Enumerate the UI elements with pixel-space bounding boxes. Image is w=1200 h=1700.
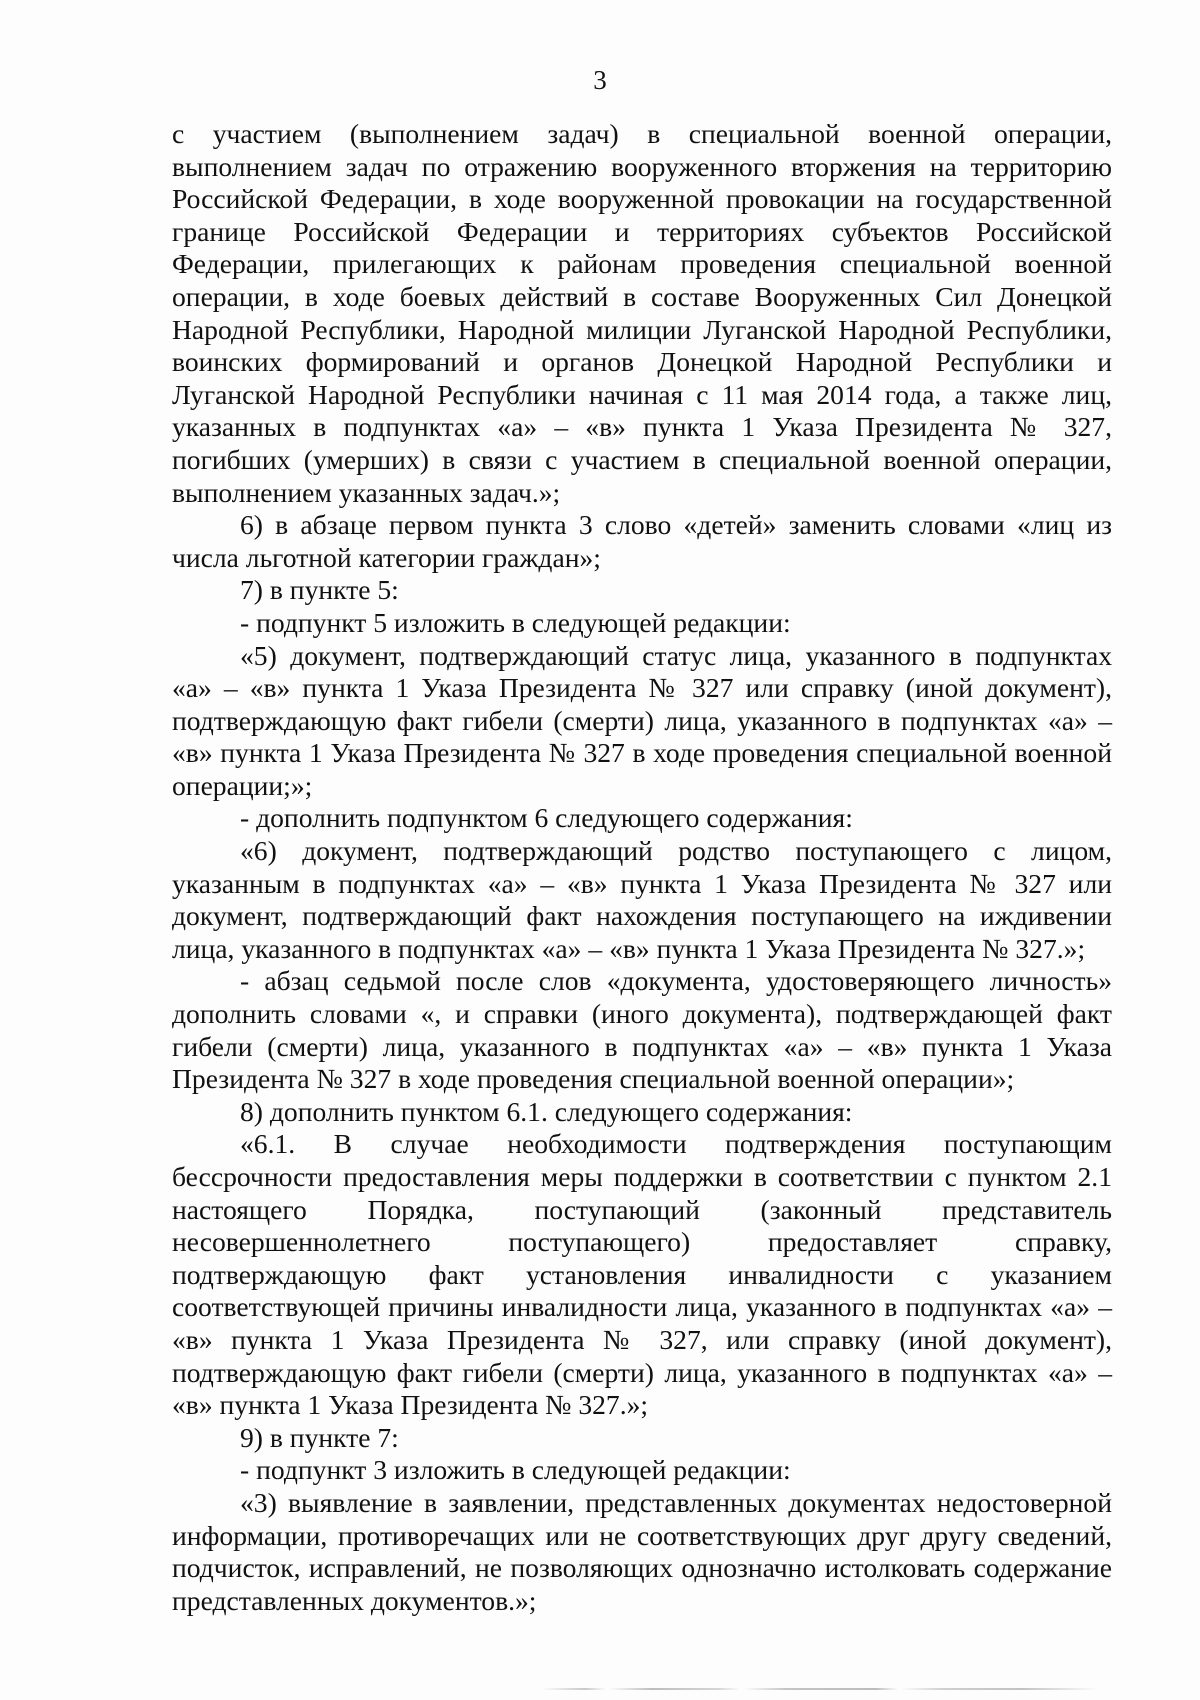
paragraph: «3) выявление в заявлении, представленных документах недостоверной информации, противоречащих или не соответствующих друг другу сведений, подчисток, исправлений, не позволяющих однозначно истолковать содержание представленных документов.»; bbox=[172, 1486, 1112, 1616]
paragraph: «6) документ, подтверждающий родство поступающего с лицом, указанным в подпунктах «а» – «в» пункта 1 Указа Президента № 327 или документ, подтверждающий факт нахождения поступающего на иждивении лица, указанного в подпунктах «а» – «в» пункта 1 Указа Президента № 327.»; bbox=[172, 835, 1112, 964]
page-number: 3 bbox=[593, 65, 607, 95]
scan-edge-line bbox=[540, 1688, 1100, 1690]
paragraph: «6.1. В случае необходимости подтверждения поступающим бессрочности предоставления меры поддержки в соответствии с пунктом 2.1 настоящего Порядка, поступающий (законный представитель несовершеннолетнего поступающего) предоставляет справку, подтверждающую факт установления инвалидности с указанием соответствующей причины инвалидности лица, указанного в подпунктах «а» – «в» пункта 1 Указа Президента № 327, или справку (иной документ), подтверждающую факт гибели (смерти) лица, указанного в подпунктах «а» – «в» пункта 1 Указа Президента № 327.»; bbox=[172, 1128, 1112, 1421]
paragraph: - абзац седьмой после слов «документа, удостоверяющего личность» дополнить словами «, и справки (иного документа), подтверждающей факт гибели (смерти) лица, указанного в подпунктах «а» – «в» пункта 1 Указа Президента № 327 в ходе проведения специальной военной операции»; bbox=[172, 965, 1112, 1095]
paragraph: 8) дополнить пунктом 6.1. следующего содержания: bbox=[240, 1095, 853, 1127]
paragraph: 6) в абзаце первом пункта 3 слово «детей» заменить словами «лиц из числа льготной категории граждан»; bbox=[172, 509, 1112, 573]
paragraph: 7) в пункте 5: bbox=[240, 574, 399, 606]
paragraph: - подпункт 5 изложить в следующей редакции: bbox=[240, 606, 791, 638]
document-body bbox=[172, 118, 1112, 1617]
paragraph: - подпункт 3 изложить в следующей редакции: bbox=[240, 1454, 791, 1486]
paragraph: 9) в пункте 7: bbox=[240, 1421, 399, 1453]
paragraph: - дополнить подпунктом 6 следующего содержания: bbox=[240, 802, 853, 834]
paragraph: «5) документ, подтверждающий статус лица, указанного в подпунктах «а» – «в» пункта 1 Указа Президента № 327 или справку (иной документ), подтверждающую факт гибели (смерти) лица, указанного в подпунктах «а» – «в» пункта 1 Указа Президента № 327 в ходе проведения специальной военной операции;»; bbox=[172, 639, 1112, 801]
paragraph: с участием (выполнением задач) в специальной военной операции, выполнением задач по отражению вооруженного вторжения на территорию Российской Федерации, в ходе вооруженной провокации на государственной границе Российской Федерации и территориях субъектов Российской Федерации, прилегающих к районам проведения специальной военной операции, в ходе боевых действий в составе Вооруженных Сил Донецкой Народной Республики, Народной милиции Луганской Народной Республики, воинских формирований и органов Донецкой Народной Республики и Луганской Народной Республики начиная с 11 мая 2014 года, а также лиц, указанных в подпунктах «а» – «в» пункта 1 Указа Президента № 327, погибших (умерших) в связи с участием в специальной военной операции, выполнением указанных задач.»; bbox=[172, 118, 1112, 508]
